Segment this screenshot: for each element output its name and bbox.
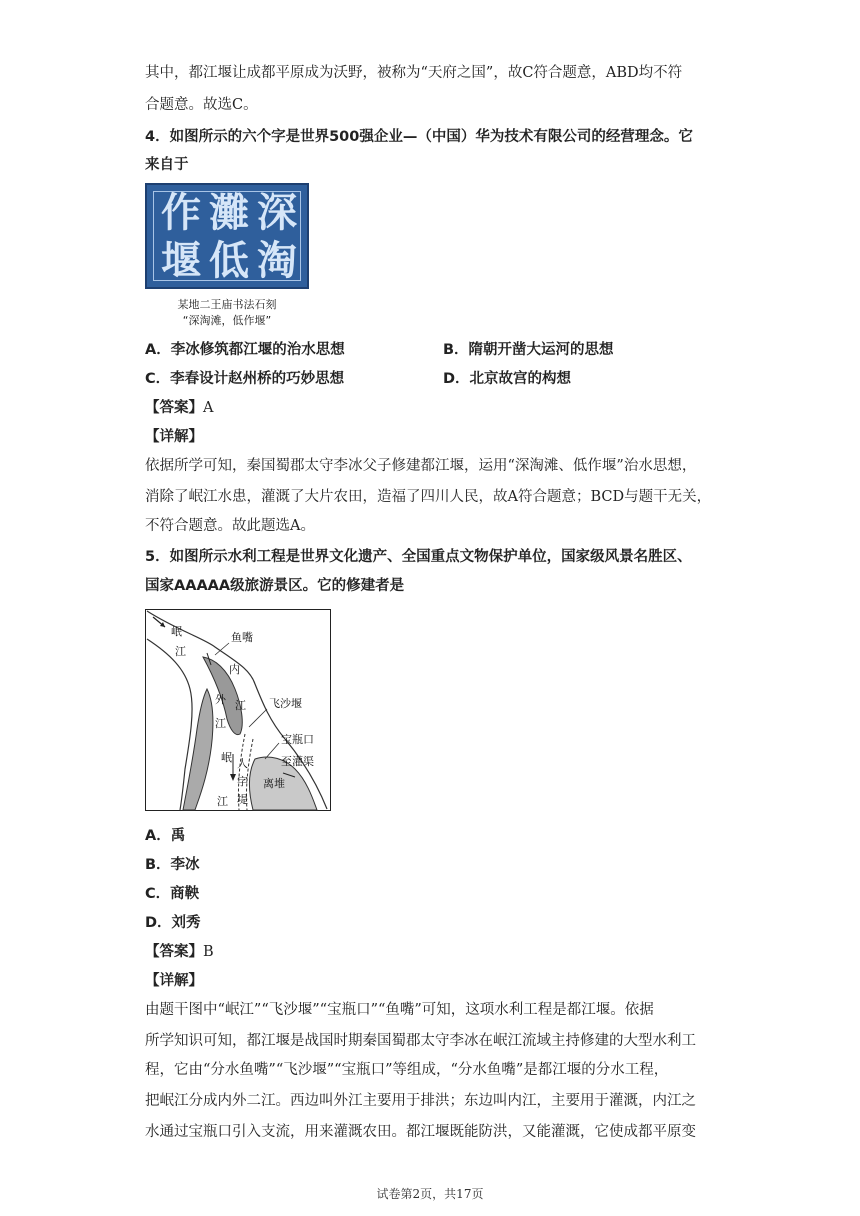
q4-answer [145, 397, 730, 419]
q4-stem-line-1: 4．如图所示的六个字是世界500强企业—（中国）华为技术有限公司的经营理念。它 [145, 129, 693, 145]
calligraphy-char: 深 [257, 189, 297, 236]
label-minjiang-top-2: 江 [175, 645, 186, 658]
calligraphy-char: 低 [209, 237, 249, 284]
calligraphy-stone-image [145, 183, 309, 289]
q5-detail-line-5: 水通过宝瓶口引入支流，用来灌溉农田。都江堰既能防洪，又能灌溉，它使成都平原变 [145, 1124, 696, 1140]
q4-option-d: D．北京故宫的构想 [443, 371, 572, 387]
q5-detail-line-1: 由题干图中“岷江”“飞沙堰”“宝瓶口”“鱼嘴”可知，这项水利工程是都江堰。依据 [145, 1002, 654, 1018]
image-caption-line-1: 某地二王庙书法石刻 [177, 298, 277, 311]
label-feishayan: 飞沙堰 [269, 697, 302, 710]
q4-detail-line-2: 消除了岷江水患，灌溉了大片农田，造福了四川人民，故A符合题意；BCD与题干无关， [145, 489, 712, 505]
q4-detail-tag: 【详解】 [145, 429, 203, 445]
answer-value: B [203, 944, 214, 960]
q4-option-b: B．隋朝开凿大运河的思想 [443, 342, 614, 358]
q5-detail-line-2: 所学知识可知，都江堰是战国时期秦国蜀郡太守李冰在岷江流域主持修建的大型水利工 [145, 1033, 696, 1049]
label-neijiang-1: 内 [229, 663, 240, 676]
label-lidui: 离堆 [263, 777, 285, 790]
label-waijiang-1: 外 [215, 693, 226, 706]
q5-option-d: D．刘秀 [145, 915, 201, 931]
label-minjiang-bottom-2: 江 [217, 795, 228, 808]
intro-line-1: 其中，都江堰让成都平原成为沃野，被称为“天府之国”，故C符合题意，ABD均不符 [145, 65, 683, 81]
q5-detail-line-3: 程，它由“分水鱼嘴”“飞沙堰”“宝瓶口”等组成，“分水鱼嘴”是都江堰的分水工程， [145, 1062, 669, 1078]
answer-tag: 【答案】 [145, 944, 203, 960]
page-footer: 试卷第2页，共17页 [376, 1187, 484, 1201]
image-caption-line-2: “深淘滩，低作堰” [182, 314, 272, 327]
calligraphy-char: 灘 [209, 189, 249, 236]
calligraphy-char: 作 [161, 189, 201, 236]
intro-line-2: 合题意。故选C。 [145, 97, 258, 113]
q4-option-a: A．李冰修筑都江堰的治水思想 [145, 342, 345, 358]
label-yuzui: 鱼嘴 [231, 631, 253, 644]
label-minjiang-top-1: 岷 [171, 625, 182, 638]
q4-option-c: C．李春设计赵州桥的巧妙思想 [145, 371, 345, 387]
calligraphy-char: 淘 [257, 237, 297, 284]
label-neijiang-2: 江 [235, 699, 246, 712]
label-baopingkou: 宝瓶口 [281, 733, 314, 746]
q4-stem-line-2: 来自于 [145, 157, 189, 173]
label-zhiguanqu: 至灌渠 [281, 755, 314, 768]
q5-answer [145, 941, 730, 963]
q5-detail-tag: 【详解】 [145, 973, 203, 989]
q5-detail-line-4: 把岷江分成内外二江。西边叫外江主要用于排洪；东边叫内江，主要用于灌溉，内江之 [145, 1093, 696, 1109]
label-renzidi-3: 堤 [237, 793, 248, 806]
q5-option-b: B．李冰 [145, 857, 200, 873]
q5-option-c: C．商鞅 [145, 886, 200, 902]
q5-stem-line-2: 国家AAAAA级旅游景区。它的修建者是 [145, 578, 405, 594]
q4-detail-line-3: 不符合题意。故此题选A。 [145, 518, 315, 534]
q4-detail-line-1: 依据所学可知，秦国蜀郡太守李冰父子修建都江堰，运用“深淘滩、低作堰”治水思想， [145, 458, 697, 474]
dujiangyan-map [145, 609, 331, 811]
calligraphy-char: 堰 [161, 237, 201, 284]
answer-value: A [203, 400, 214, 416]
label-renzidi-1: 人 [237, 757, 248, 770]
label-minjiang-bottom-1: 岷 [221, 751, 232, 764]
q5-option-a: A．禹 [145, 828, 186, 844]
answer-tag: 【答案】 [145, 400, 203, 416]
label-renzidi-2: 字 [237, 775, 248, 788]
q5-stem-line-1: 5．如图所示水利工程是世界文化遗产、全国重点文物保护单位，国家级风景名胜区、 [145, 549, 692, 565]
label-waijiang-2: 江 [215, 717, 226, 730]
